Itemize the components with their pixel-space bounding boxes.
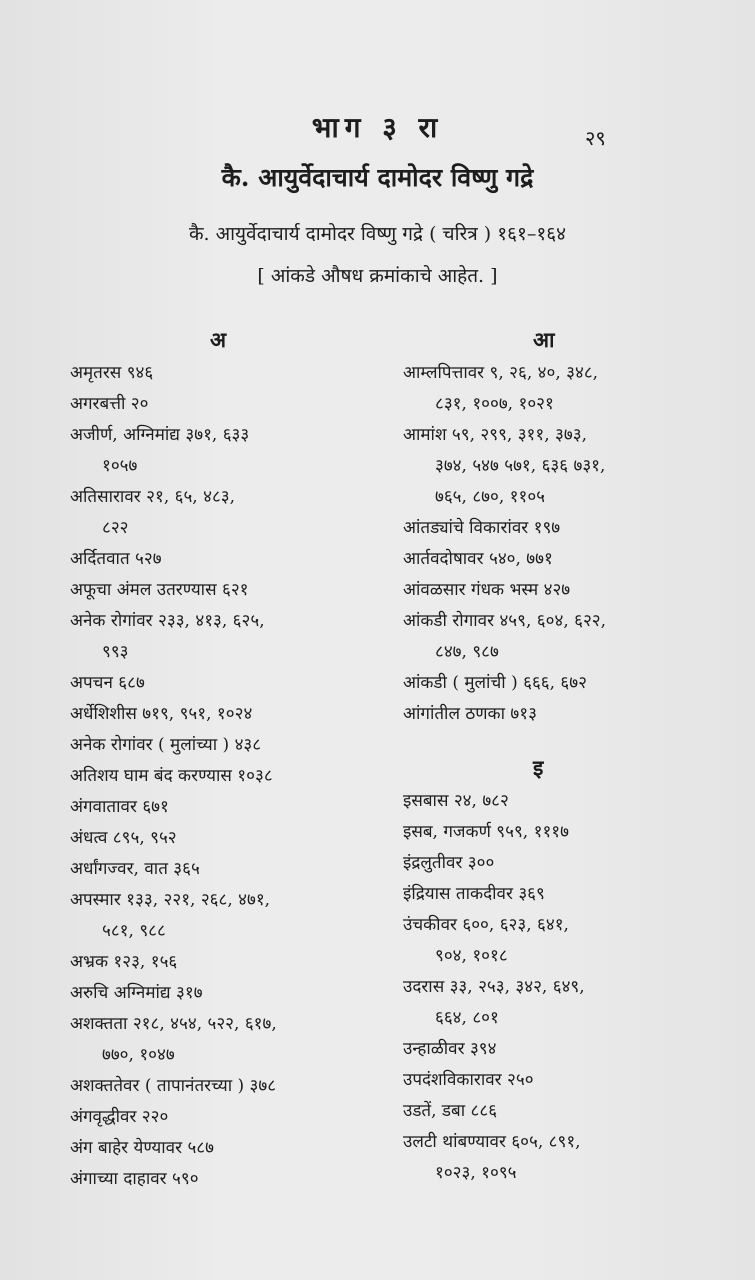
entry-continuation: ७७०, १०४७ xyxy=(102,1045,175,1065)
entry-continuation: ८४७, ९८७ xyxy=(435,642,499,662)
index-entry xyxy=(70,606,390,668)
index-entry xyxy=(403,606,721,668)
index-entry xyxy=(70,947,390,978)
entry-text: आंकडी ( मुलांची ) ६६६, ६७२ xyxy=(403,673,587,693)
index-entry xyxy=(403,513,721,544)
index-entry xyxy=(70,1009,390,1071)
entry-list xyxy=(403,786,721,1189)
index-entry xyxy=(70,885,390,947)
entry-text: आमांश ५९, २९९, ३११, ३७३, xyxy=(403,425,587,445)
entry-text: आंकडी रोगावर ४५९, ६०४, ६२२, xyxy=(403,611,607,631)
index-entry xyxy=(70,389,390,420)
entry-text: अपस्मार १३३, २२१, २६८, ४७१, xyxy=(70,890,271,910)
entry-text: उपदंशविकारावर २५० xyxy=(403,1070,534,1090)
entry-text: अंगवृद्धीवर २२० xyxy=(70,1107,169,1127)
index-entry xyxy=(70,854,390,885)
index-entry xyxy=(70,575,390,606)
index-entry xyxy=(403,1034,721,1065)
entry-text: उलटी थांबण्यावर ६०५, ८९१, xyxy=(403,1132,581,1152)
entry-text: उन्हाळीवर ३९४ xyxy=(403,1039,497,1059)
entry-text: अजीर्ण, अग्निमांद्य ३७१, ६३३ xyxy=(70,425,250,445)
index-entry xyxy=(70,1164,390,1195)
part-heading: भाग ३ रा xyxy=(311,111,444,144)
entry-text: अनेक रोगांवर ( मुलांच्या ) ४३८ xyxy=(70,735,262,755)
entry-text: इसब, गजकर्ण ९५९, १११७ xyxy=(403,822,569,842)
entry-text: अशक्ततेवर ( तापानंतरच्या ) ३७८ xyxy=(70,1076,277,1096)
index-entry xyxy=(70,1071,390,1102)
index-entry xyxy=(403,1065,721,1096)
entry-text: आंवळसार गंधक भस्म ४२७ xyxy=(403,580,571,600)
index-entry xyxy=(70,482,390,544)
index-entry xyxy=(70,978,390,1009)
entry-text: अनेक रोगांवर २३३, ४१३, ६२५, xyxy=(70,611,265,631)
index-entry xyxy=(70,1102,390,1133)
entry-text: इंद्रियास ताकदीवर ३६९ xyxy=(403,884,545,904)
index-entry xyxy=(70,761,390,792)
entry-continuation: ५८१, ९८८ xyxy=(102,921,166,941)
entry-continuation: ७६५, ८७०, ११०५ xyxy=(435,487,546,507)
index-note: [ आंकडे औषध क्रमांकाचे आहेत. ] xyxy=(257,265,498,287)
entry-text: अतिशय घाम बंद करण्यास १०३८ xyxy=(70,766,273,786)
page-number: २९ xyxy=(585,126,606,150)
index-entry xyxy=(403,1127,721,1189)
entry-text: अपचन ६८७ xyxy=(70,673,145,693)
entry-text: अरुचि अग्निमांद्य ३१७ xyxy=(70,983,203,1003)
entry-continuation: ९९३ xyxy=(102,642,129,662)
index-entry xyxy=(403,668,721,699)
page-subtitle: कै. आयुर्वेदाचार्य दामोदर विष्णु गद्रे ( चरित्र ) १६१–१६४ xyxy=(188,223,567,245)
index-entry xyxy=(70,544,390,575)
entry-text: अंगवातावर ६७१ xyxy=(70,797,169,817)
index-entry xyxy=(70,792,390,823)
entry-text: अगरबत्ती २० xyxy=(70,394,149,414)
index-entry xyxy=(70,358,390,389)
index-entry xyxy=(403,879,721,910)
entry-continuation: १०२३, १०९५ xyxy=(435,1163,517,1183)
index-entry xyxy=(403,786,721,817)
entry-text: इसबास २४, ७८२ xyxy=(403,791,509,811)
entry-continuation: ३७४, ५४७ ५७१, ६३६ ७३१, xyxy=(435,456,606,476)
entry-text: अर्धांगज्वर, वात ३६५ xyxy=(70,859,200,879)
entry-continuation: १०५७ xyxy=(102,456,138,476)
entry-text: आम्लपित्तावर ९, २६, ४०, ३४८, xyxy=(403,363,599,383)
index-entry xyxy=(403,910,721,972)
entry-list xyxy=(403,358,721,730)
section-heading: आ xyxy=(533,327,555,352)
index-entry xyxy=(403,544,721,575)
entry-text: अमृतरस ९४६ xyxy=(70,363,154,383)
entry-text: आंगांतील ठणका ७१३ xyxy=(403,704,537,724)
index-entry xyxy=(70,1133,390,1164)
entry-text: अर्धेशिशीस ७१९, ९५१, १०२४ xyxy=(70,704,253,724)
entry-list xyxy=(70,358,390,1195)
entry-text: अंधत्व ८९५, ९५२ xyxy=(70,828,177,848)
index-entry xyxy=(70,730,390,761)
index-entry xyxy=(403,699,721,730)
index-column-left xyxy=(70,322,390,1195)
entry-text: अर्दितवात ५२७ xyxy=(70,549,162,569)
index-entry xyxy=(403,972,721,1034)
entry-continuation: ६६४, ८०१ xyxy=(435,1008,499,1028)
entry-text: आंतड्यांचे विकारांवर १९७ xyxy=(403,518,561,538)
entry-text: अफूचा अंमल उतरण्यास ६२१ xyxy=(70,580,249,600)
index-entry xyxy=(403,420,721,482)
index-entry xyxy=(403,1096,721,1127)
entry-continuation: ८२२ xyxy=(102,518,129,538)
index-entry xyxy=(70,668,390,699)
index-entry xyxy=(403,817,721,848)
entry-text: अंग बाहेर येण्यावर ५८७ xyxy=(70,1138,214,1158)
index-entry xyxy=(70,699,390,730)
entry-text: अभ्रक १२३, १५६ xyxy=(70,952,178,972)
index-entry xyxy=(403,482,721,513)
page-title: कै. आयुर्वेदाचार्य दामोदर विष्णु गद्रे xyxy=(221,163,534,192)
entry-text: इंद्रलुतीवर ३०० xyxy=(403,853,495,873)
index-entry xyxy=(403,848,721,879)
entry-text: अंगाच्या दाहावर ५९० xyxy=(70,1169,199,1189)
index-entry xyxy=(70,420,390,482)
index-entry xyxy=(403,358,721,420)
index-entry xyxy=(403,575,721,606)
entry-text: उदरास ३३, २५३, ३४२, ६४९, xyxy=(403,977,585,997)
entry-text: अशक्तता २१८, ४५४, ५२२, ६१७, xyxy=(70,1014,277,1034)
entry-continuation: ८३१, १००७, १०२१ xyxy=(435,394,554,414)
index-entry xyxy=(70,823,390,854)
section-heading: अ xyxy=(210,327,227,352)
index-column-right xyxy=(403,322,721,1189)
entry-text: उडतें, डबा ८८६ xyxy=(403,1101,498,1121)
entry-text: उंचकीवर ६००, ६२३, ६४१, xyxy=(403,915,569,935)
entry-text: आर्तवदोषावर ५४०, ७७१ xyxy=(403,549,553,569)
entry-continuation: ९०४, १०१८ xyxy=(435,946,508,966)
entry-text: अतिसारावर २१, ६५, ४८३, xyxy=(70,487,236,507)
section-heading: इ xyxy=(533,755,544,780)
